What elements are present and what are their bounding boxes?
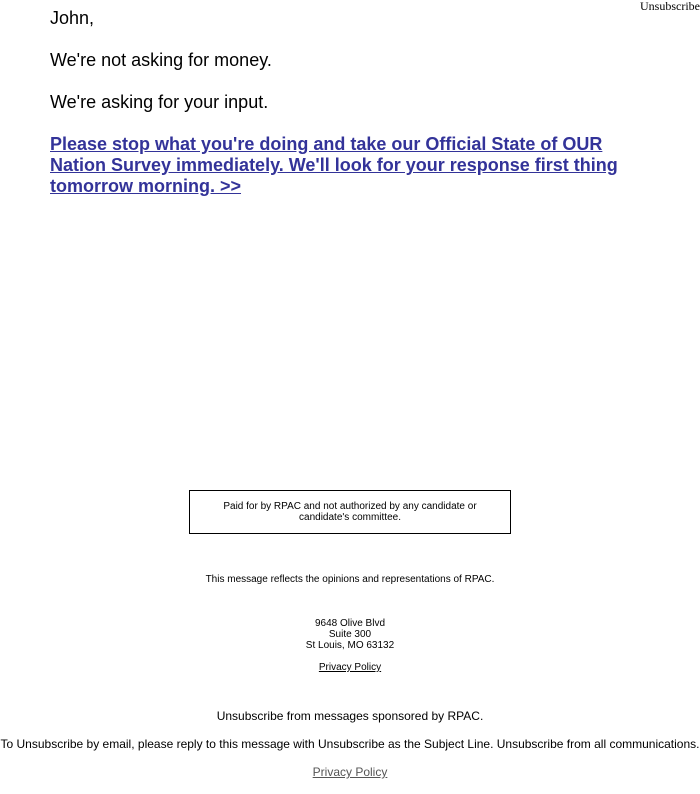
salutation: John, — [50, 8, 95, 28]
body-line-input: We're asking for your input. — [50, 92, 269, 112]
privacy-policy-link-bottom[interactable]: Privacy Policy — [312, 765, 388, 779]
address-suite: Suite 300 — [328, 629, 372, 640]
privacy-policy-link-small[interactable]: Privacy Policy — [318, 662, 382, 673]
unsubscribe-link-top[interactable]: Unsubscribe — [640, 0, 700, 13]
survey-cta-link[interactable]: Please stop what you're doing and take our Official State of OUR Nation Survey immediately. We'll look for your response first thing tomorrow morning. >> — [50, 134, 618, 196]
address-city-state-zip: St Louis, MO 63132 — [305, 640, 395, 651]
email-body — [50, 8, 650, 197]
paid-for-disclaimer-text: Paid for by RPAC and not authorized by any candidate or candidate's committee. — [223, 501, 477, 523]
unsubscribe-email-instructions: To Unsubscribe by email, please reply to this message with Unsubscribe as the Subject Line. Unsubscribe from all communications. — [0, 737, 700, 751]
body-line-money: We're not asking for money. — [50, 50, 272, 70]
privacy-policy-bottom-wrap — [0, 765, 700, 779]
address-street: 9648 Olive Blvd — [314, 618, 386, 629]
unsubscribe-sponsored-text: Unsubscribe from messages sponsored by RPAC. — [216, 709, 484, 723]
opinions-notice: This message reflects the opinions and representations of RPAC. — [205, 574, 495, 585]
privacy-policy-small-wrap — [0, 662, 700, 673]
mailing-address — [0, 618, 700, 651]
paid-for-disclaimer-box — [189, 490, 511, 534]
